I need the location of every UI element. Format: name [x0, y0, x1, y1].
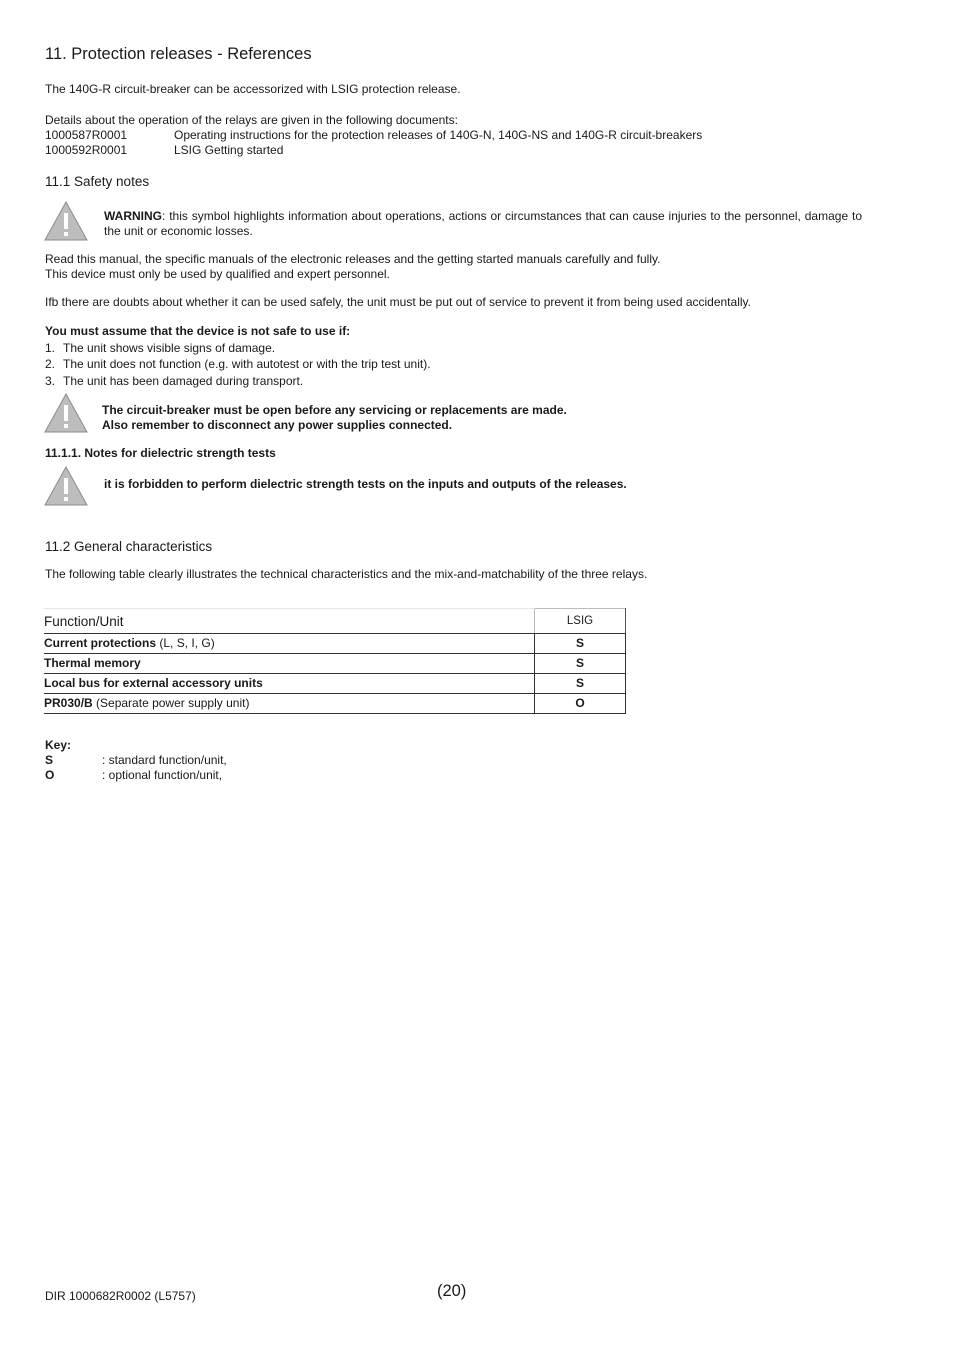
- assume-title: You must assume that the device is not safe to use if:: [45, 324, 351, 338]
- list-item: 2. The unit does not function (e.g. with autotest or with the trip test unit).: [45, 357, 431, 371]
- warning-text: : this symbol highlights information about operations, actions or circumstances that can cause injuries to the personnel, damage to the unit or economic losses.: [104, 209, 862, 238]
- intro-text: The 140G-R circuit-breaker can be accessorized with LSIG protection release.: [45, 82, 461, 96]
- characteristics-table: [44, 608, 626, 714]
- reference-text: LSIG Getting started: [174, 143, 284, 157]
- footer-doc-code: DIR 1000682R0002 (L5757): [45, 1289, 196, 1303]
- list-item: 3. The unit has been damaged during transport.: [45, 374, 304, 388]
- read-line: Read this manual, the specific manuals of the electronic releases and the getting started manuals carefully and fully.: [45, 252, 661, 266]
- key-item: O : optional function/unit,: [45, 768, 223, 782]
- reference-row: [45, 143, 905, 158]
- section-title: 11. Protection releases - References: [45, 45, 312, 63]
- warning-triangle-icon: [44, 466, 88, 506]
- table-row: PR030/B (Separate power supply unit) O: [44, 694, 626, 714]
- reference-text: Operating instructions for the protection releases of 140G-N, 140G-NS and 140G-R circuit-breakers: [174, 128, 703, 142]
- details-intro: Details about the operation of the relays are given in the following documents:: [45, 113, 458, 127]
- list-item: 1. The unit shows visible signs of damage.: [45, 341, 276, 355]
- dielectric-title: 11.1.1. Notes for dielectric strength tests: [45, 446, 276, 460]
- page-number: (20): [437, 1282, 467, 1300]
- warning-note: [104, 209, 862, 239]
- warning-triangle-icon: [44, 393, 88, 433]
- read-manual-text: [45, 252, 660, 282]
- table-row: Current protections (L, S, I, G) S: [44, 634, 626, 654]
- header-function: Function/Unit: [44, 609, 535, 634]
- warning-label: WARNING: [104, 209, 162, 223]
- reference-row: [45, 128, 905, 143]
- references-block: [45, 113, 905, 158]
- reference-code: 1000587R0001: [45, 128, 128, 142]
- key-item: S : standard function/unit,: [45, 753, 227, 767]
- unsafe-conditions: [45, 324, 431, 389]
- header-unit: LSIG: [535, 609, 626, 634]
- open-breaker-note: The circuit-breaker must be open before any servicing or replacements are made. Also remember to disconnect any power supplies connected.: [102, 403, 567, 432]
- general-text: The following table clearly illustrates the technical characteristics and the mix-and-matchability of the three relays.: [45, 567, 648, 581]
- warning-triangle-icon: [44, 201, 88, 241]
- general-characteristics-title: 11.2 General characteristics: [45, 539, 213, 554]
- safety-notes-title: 11.1 Safety notes: [45, 174, 150, 189]
- doubts-text: Ifb there are doubts about whether it can be used safely, the unit must be put out of service to prevent it from being used accidentally.: [45, 295, 751, 309]
- table-header-row: [44, 609, 626, 634]
- qualified-line: This device must only be used by qualified and expert personnel.: [45, 267, 390, 281]
- key-title: Key:: [45, 738, 72, 752]
- table-row: Local bus for external accessory units S: [44, 674, 626, 694]
- table-row: Thermal memory S: [44, 654, 626, 674]
- reference-code: 1000592R0001: [45, 143, 128, 157]
- dielectric-text: it is forbidden to perform dielectric strength tests on the inputs and outputs of the releases.: [104, 477, 627, 491]
- key-block: [45, 738, 227, 783]
